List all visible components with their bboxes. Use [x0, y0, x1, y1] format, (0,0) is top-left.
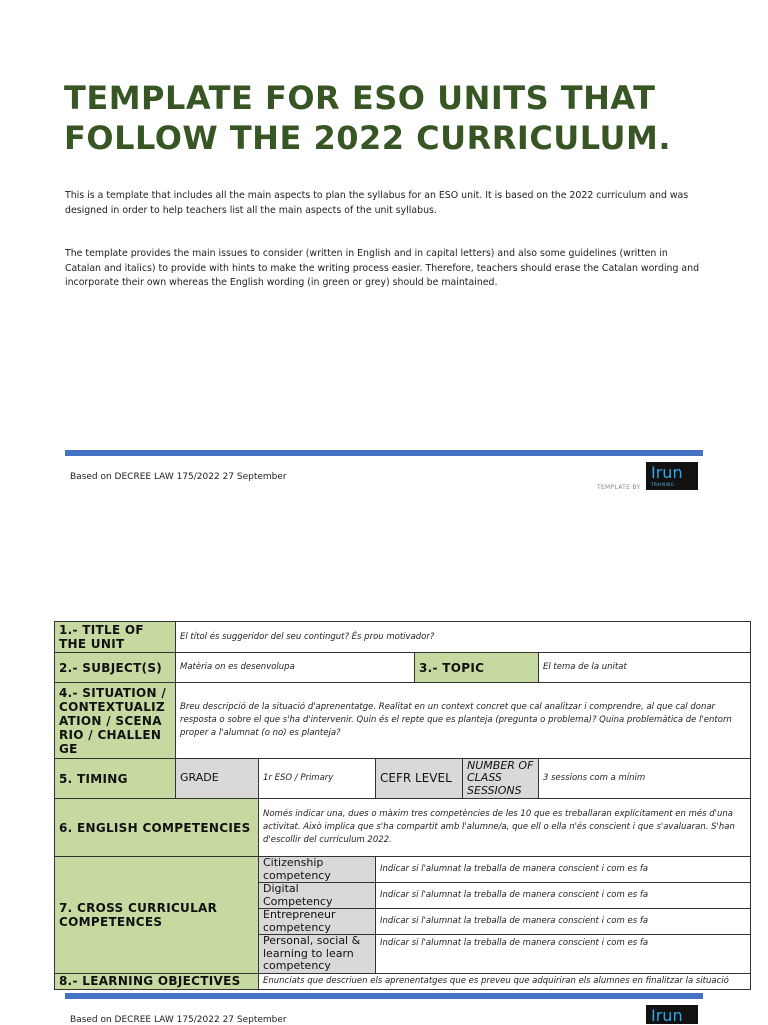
cross-hint-digital[interactable]: Indicar si l'alumnat la treballa de manera conscient i com es fa	[376, 883, 751, 909]
cefr-label: CEFR LEVEL	[376, 759, 463, 799]
irun-logo-2	[646, 1005, 698, 1024]
cross-name-digital: Digital Competency	[259, 883, 376, 909]
footer-rule	[65, 450, 703, 456]
logo-subtext: TRAINING	[651, 482, 675, 487]
logo-text-2: Irun	[651, 1006, 683, 1024]
subject-hint[interactable]: Matèria on es desenvolupa	[176, 653, 415, 683]
topic-hint[interactable]: El tema de la unitat	[539, 653, 751, 683]
cross-hint-citizenship[interactable]: Indicar si l'alumnat la treballa de manera conscient i com es fa	[376, 857, 751, 883]
sessions-hint[interactable]: 3 sessions com a mínim	[539, 759, 751, 799]
title-label: 1.- TITLE OF THE UNIT	[55, 622, 176, 653]
grade-hint[interactable]: 1r ESO / Primary	[259, 759, 376, 799]
row-situation	[55, 683, 751, 759]
footer-law-text-2: Based on DECREE LAW 175/2022 27 September	[70, 1015, 287, 1025]
template-by-label: TEMPLATE BY	[597, 484, 641, 491]
subject-label: 2.- SUBJECT(S)	[55, 653, 176, 683]
cross-name-entrepreneur: Entrepreneur competency	[259, 909, 376, 935]
cross-hint-personal[interactable]: Indicar si l'alumnat la treballa de manera conscient i com es fa	[376, 935, 751, 974]
objectives-label: 8.- LEARNING OBJECTIVES	[55, 973, 259, 989]
irun-logo	[646, 462, 698, 490]
unit-template-table	[54, 621, 751, 990]
footer-rule-2	[65, 993, 703, 999]
cross-name-personal: Personal, social & learning to learn competency	[259, 935, 376, 974]
grade-label: GRADE	[176, 759, 259, 799]
english-label: 6. ENGLISH COMPETENCIES	[55, 799, 259, 857]
footer-law-text: Based on DECREE LAW 175/2022 27 September	[70, 472, 287, 482]
timing-label: 5. TIMING	[55, 759, 176, 799]
intro-paragraph-2: The template provides the main issues to consider (written in English and in capital letters) and also some guidelines (written in Catalan and italics) to provide with hints to make the writing process easier. Therefore, teachers should erase the Catalan wording and incorporate their own whereas the English wording (in green or grey) should be maintained.	[65, 248, 700, 288]
objectives-hint[interactable]: Enunciats que descriuen els aprenentatges que es preveu que adquiriran els alumnes en finalitzar la situació	[259, 973, 751, 989]
intro-paragraph-1: This is a template that includes all the main aspects to plan the syllabus for an ESO unit. It is based on the 2022 curriculum and was designed in order to help teachers list all the main aspects of the unit syllabus.	[65, 190, 689, 216]
situation-hint[interactable]: Breu descripció de la situació d'aprenentatge. Realitat en un context concret que cal analitzar i comprendre, al que cal donar resposta o sobre el que s'ha d'intervenir. Quin és el repte que es planteja (pregunta o problema)? Quina problemàtica de l'entorn proper a l'alumnat (o no) es planteja?	[176, 683, 751, 759]
cross-name-citizenship: Citizenship competency	[259, 857, 376, 883]
row-timing	[55, 759, 751, 799]
row-subject	[55, 653, 751, 683]
situation-label: 4.- SITUATION / CONTEXTUALIZATION / SCENARIO / CHALLENGE	[55, 683, 176, 759]
row-objectives	[55, 973, 751, 989]
row-cross-1	[55, 857, 751, 883]
page-title: TEMPLATE FOR ESO UNITS THAT FOLLOW THE 2022 CURRICULUM.	[64, 79, 672, 157]
sessions-label: NUMBER OF CLASS SESSIONS	[463, 759, 539, 799]
logo-text: Irun	[651, 463, 683, 482]
cross-hint-entrepreneur[interactable]: Indicar si l'alumnat la treballa de manera conscient i com es fa	[376, 909, 751, 935]
english-hint[interactable]: Només indicar una, dues o màxim tres competències de les 10 que es treballaran explícitament en més d'una activitat. Això implica que s'ha compartit amb l'alumne/a, que ell o ella n'és conscient i que s'avaluaran. S'han d'escollir del currículum 2022.	[259, 799, 751, 857]
cross-label: 7. CROSS CURRICULAR COMPETENCES	[55, 857, 259, 974]
title-hint[interactable]: El títol és suggeridor del seu contingut? És prou motivador?	[176, 622, 751, 653]
topic-label: 3.- TOPIC	[415, 653, 539, 683]
row-english	[55, 799, 751, 857]
row-title	[55, 622, 751, 653]
